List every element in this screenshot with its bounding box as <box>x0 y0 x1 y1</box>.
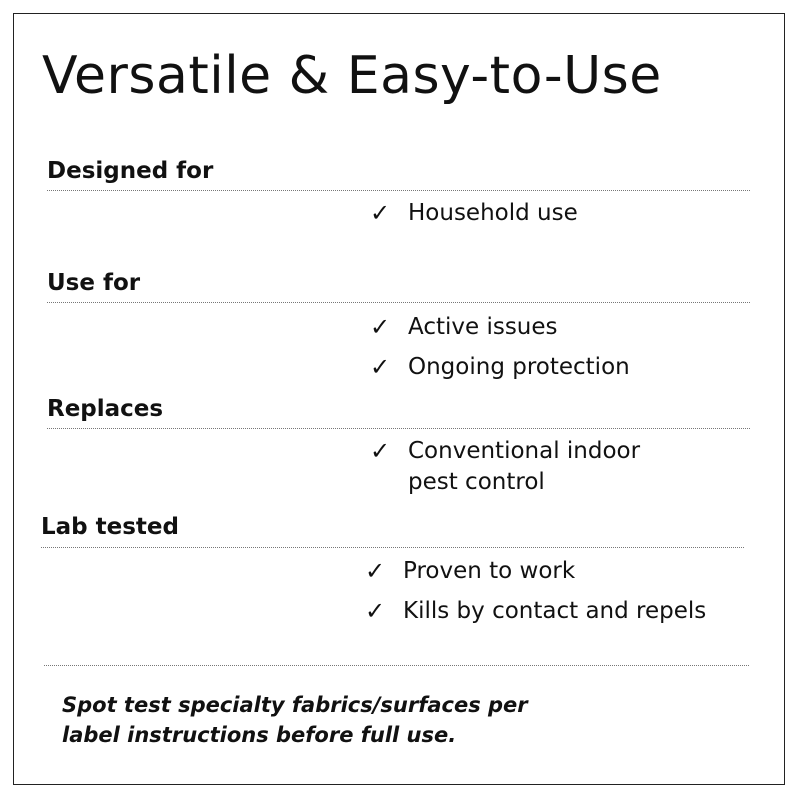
checkmark-icon: ✓ <box>370 437 391 465</box>
footnote-line: label instructions before full use. <box>62 723 457 747</box>
section-heading-lab-tested: Lab tested <box>41 514 179 540</box>
footnote <box>62 690 528 750</box>
list-item-label: Proven to work <box>403 558 576 584</box>
footnote-line: Spot test specialty fabrics/surfaces per <box>62 693 528 717</box>
checkmark-icon: ✓ <box>365 597 386 625</box>
checkmark-icon: ✓ <box>365 557 386 585</box>
list-item-label: Kills by contact and repels <box>403 598 707 624</box>
checkmark-icon: ✓ <box>370 353 391 381</box>
list-item-label: Conventional indoor <box>408 438 641 464</box>
list-item-label: pest control <box>408 469 545 495</box>
list-item-label: Ongoing protection <box>408 354 630 380</box>
page-title: Versatile & Easy-to-Use <box>42 46 662 106</box>
section-divider <box>47 428 750 429</box>
footer-divider <box>44 665 749 666</box>
section-heading-use-for: Use for <box>47 270 141 296</box>
list-item-label: Active issues <box>408 314 558 340</box>
section-heading-replaces: Replaces <box>47 396 164 422</box>
section-divider <box>47 190 750 191</box>
section-divider <box>41 547 744 548</box>
section-divider <box>47 302 750 303</box>
checkmark-icon: ✓ <box>370 313 391 341</box>
checkmark-icon: ✓ <box>370 199 391 227</box>
list-item-label: Household use <box>408 200 578 226</box>
section-heading-designed-for: Designed for <box>47 158 214 184</box>
